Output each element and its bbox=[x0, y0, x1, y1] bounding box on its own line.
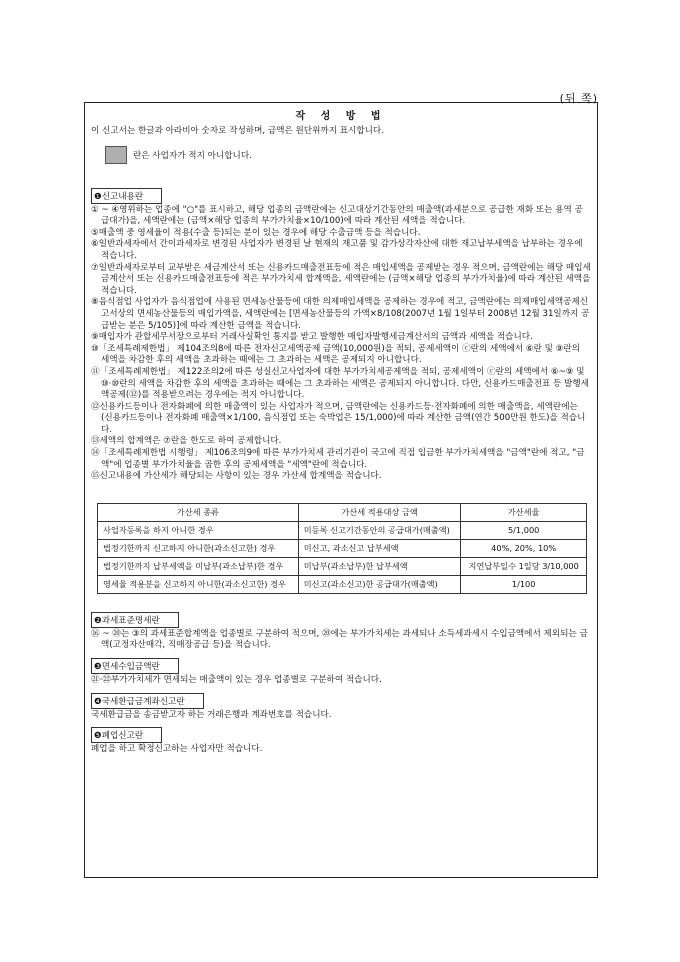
table-cell: 1/100 bbox=[461, 575, 587, 593]
table-cell: 사업자등록을 하지 아니한 경우 bbox=[98, 521, 299, 539]
table-cell: 5/1,000 bbox=[461, 521, 587, 539]
table-cell: 미납부(과소납부)한 납부세액 bbox=[298, 557, 461, 575]
table-cell: 지연납부일수 1일당 3/10,000 bbox=[461, 557, 587, 575]
table-cell: 미등록 신고기간동안의 공급대가(매출액) bbox=[298, 521, 461, 539]
table-row bbox=[98, 575, 587, 593]
table-row bbox=[98, 521, 587, 539]
gray-box-note bbox=[105, 146, 591, 164]
report-item: ⑮신고내용에 가산세가 해당되는 사항이 있는 경우 가산세 합계액을 적습니다. bbox=[91, 471, 382, 482]
report-item: ⑥일반과세자에서 간이과세자로 변경된 사업자가 변경된 날 현재의 재고품 및 감가상각자산에 대한 재고납부세액을 납부하는 경우에 적습니다. bbox=[91, 239, 583, 261]
table-cell: 법정기한까지 신고하지 아니한(과소신고한) 경우 bbox=[98, 539, 299, 557]
section-heading-refund-account: ❹국세환급금계좌신고란 bbox=[91, 693, 204, 709]
table-header-row bbox=[98, 503, 587, 521]
gray-box-note-text: 란은 사업자가 적지 아니합니다. bbox=[133, 150, 252, 161]
table-header: 가산세 종류 bbox=[98, 503, 299, 521]
instructions-frame bbox=[84, 102, 598, 878]
section-heading-report: ❶신고내용란 bbox=[91, 188, 162, 204]
table-cell: 영세율 적용분을 신고하지 아니한(과소신고한) 경우 bbox=[98, 575, 299, 593]
section-text: ⑯ ~ ⑳는 ③의 과세표준합계액을 업종별로 구분하여 적으며, ⑳에는 부가가치세는 과세되나 소득세과세시 수입금액에서 제외되는 금액(고정자산매각, 직매장공급 등)을 적습니다. bbox=[91, 628, 588, 651]
section-heading-exempt-income: ❸면세수입금액란 bbox=[91, 658, 179, 674]
report-item: ⑩「조세특례제한법」 제104조의8에 따른 전자신고세액공제 금액(10,000원)을 적되, 공제세액이 ⓒ란의 세액에서 ⑥란 및 ⑨란의 세액을 차감한 후의 세액을 초과하는 때에는 그 초과하는 세액은 공제되지 아니합니다. bbox=[91, 343, 580, 366]
table-row bbox=[98, 539, 587, 557]
report-item: ⑧음식점업 사업자가 음식점업에 사용된 면세농산물등에 대한 의제매입세액을 공제하는 경우에 적고, 금액란에는 의제매입세액공제신고서상의 면세농산물등의 매입가액을, 세액란에는 [면세농산물등의 가액×8/108(2007년 1월 1일부터 2008년 12월 31일까지 공급받는 분은 5/105)]에 따라 계산한 금액을 적습니다. bbox=[91, 297, 590, 331]
section-text: 국세환급금을 송금받고자 하는 거래은행과 계좌번호를 적습니다. bbox=[91, 709, 332, 720]
table-cell: 미신고, 과소신고 납부세액 bbox=[298, 539, 461, 557]
intro-text: 이 신고서는 한글과 아라비아 숫자로 작성하며, 금액은 원단위까지 표시합니다. bbox=[91, 126, 384, 136]
section-heading-closure: ❺폐업신고란 bbox=[91, 727, 162, 743]
table-cell: 미신고(과소신고)한 공급대가(매출액) bbox=[298, 575, 461, 593]
report-item: ⑭「조세특례제한법 시행령」 제106조의9에 따른 부가가치세 관리기관이 국고에 직접 입금한 부가가치세액을 "금액"란에 적고, "금액"에 업종별 부가가치율을 곱한 후의 공제세액을 "세액"란에 적습니다. bbox=[91, 448, 585, 470]
report-item: ⑤매출액 중 영세율이 적용(수출 등)되는 분이 있는 경우에 해당 수출금액 등을 적습니다. bbox=[91, 227, 421, 238]
table-header: 가산세율 bbox=[461, 503, 587, 521]
section-text: 폐업을 하고 확정신고하는 사업자만 적습니다. bbox=[91, 744, 263, 755]
section-heading-tax-base: ❷과세표준명세란 bbox=[91, 612, 179, 628]
penalty-table bbox=[97, 503, 587, 594]
section-text: ㉑·㉒부가가치세가 면세되는 매출액이 있는 경우 업종별로 구분하여 적습니다. bbox=[91, 675, 382, 686]
report-item: ⑪「조세특례제한법」 제122조의2에 따른 성실신고사업자에 대한 부가가치세공제액을 적되, 공제세액이 ⓒ란의 세액에서 ⑥~⑨ 및 ⑩·⑩란의 세액을 차감한 후의 세액을 초과하는 때에는 그 초과하는 세액은 공제되지 아니합니다. 다만, 신용카드매출전표 등 발행세액공제(⑫)를 적용받으려는 경우에는 적지 아니합니다. bbox=[91, 366, 589, 401]
report-item: ⑦일반과세자로부터 교부받은 세금계산서 또는 신용카드매출전표등에 적은 매입세액을 공제받는 경우 적으며, 금액란에는 해당 매입세금계산서 또는 신용카드매출전표등에 적은 부가가치세 합계액을, 세액란에는 (금액×해당 업종의 부가가치율)에 따라 계산된 세액을 적습니다. bbox=[91, 262, 591, 296]
report-item: ⑨매입자가 관할세무서장으로부터 거래사실확인 통지를 받고 발행한 매입자발행세금계산서의 금액과 세액을 적습니다. bbox=[91, 332, 533, 343]
report-item: ⑫신용카드등이나 전자화폐에 의한 매출액이 있는 사업자가 적으며, 금액란에는 신용카드등·전자화폐에 의한 매출액을, 세액란에는 (신용카드등이나 전자화폐 매출액×1/100, 음식점업 또는 숙박업은 15/1,000)에 따라 계산한 금액(연간 500만원 한도)을 적습니다. bbox=[91, 401, 586, 435]
page-title: 작 성 방 법 bbox=[295, 111, 387, 122]
table-cell: 법정기한까지 납부세액을 미납부(과소납부)한 경우 bbox=[98, 557, 299, 575]
instructions-body bbox=[91, 107, 591, 756]
report-item: ① ~ ④영위하는 업종에 "○"를 표시하고, 해당 업종의 금액란에는 신고대상기간동안의 매출액(과세분으로 공급한 재화 또는 용역 공급대가)을, 세액란에는 (금액×해당 업종의 부가가치율×10/100)에 따라 계산된 세액을 적습니다. bbox=[91, 204, 583, 227]
table-row bbox=[98, 557, 587, 575]
table-cell: 40%, 20%, 10% bbox=[461, 539, 587, 557]
report-item: ⑬세액의 합계액은 ⑦란을 한도로 하여 공제합니다. bbox=[91, 436, 282, 447]
gray-box-sample bbox=[105, 146, 127, 164]
page-side-label: (뒤 쪽) bbox=[559, 92, 598, 105]
table-header: 가산세 적용대상 금액 bbox=[298, 503, 461, 521]
